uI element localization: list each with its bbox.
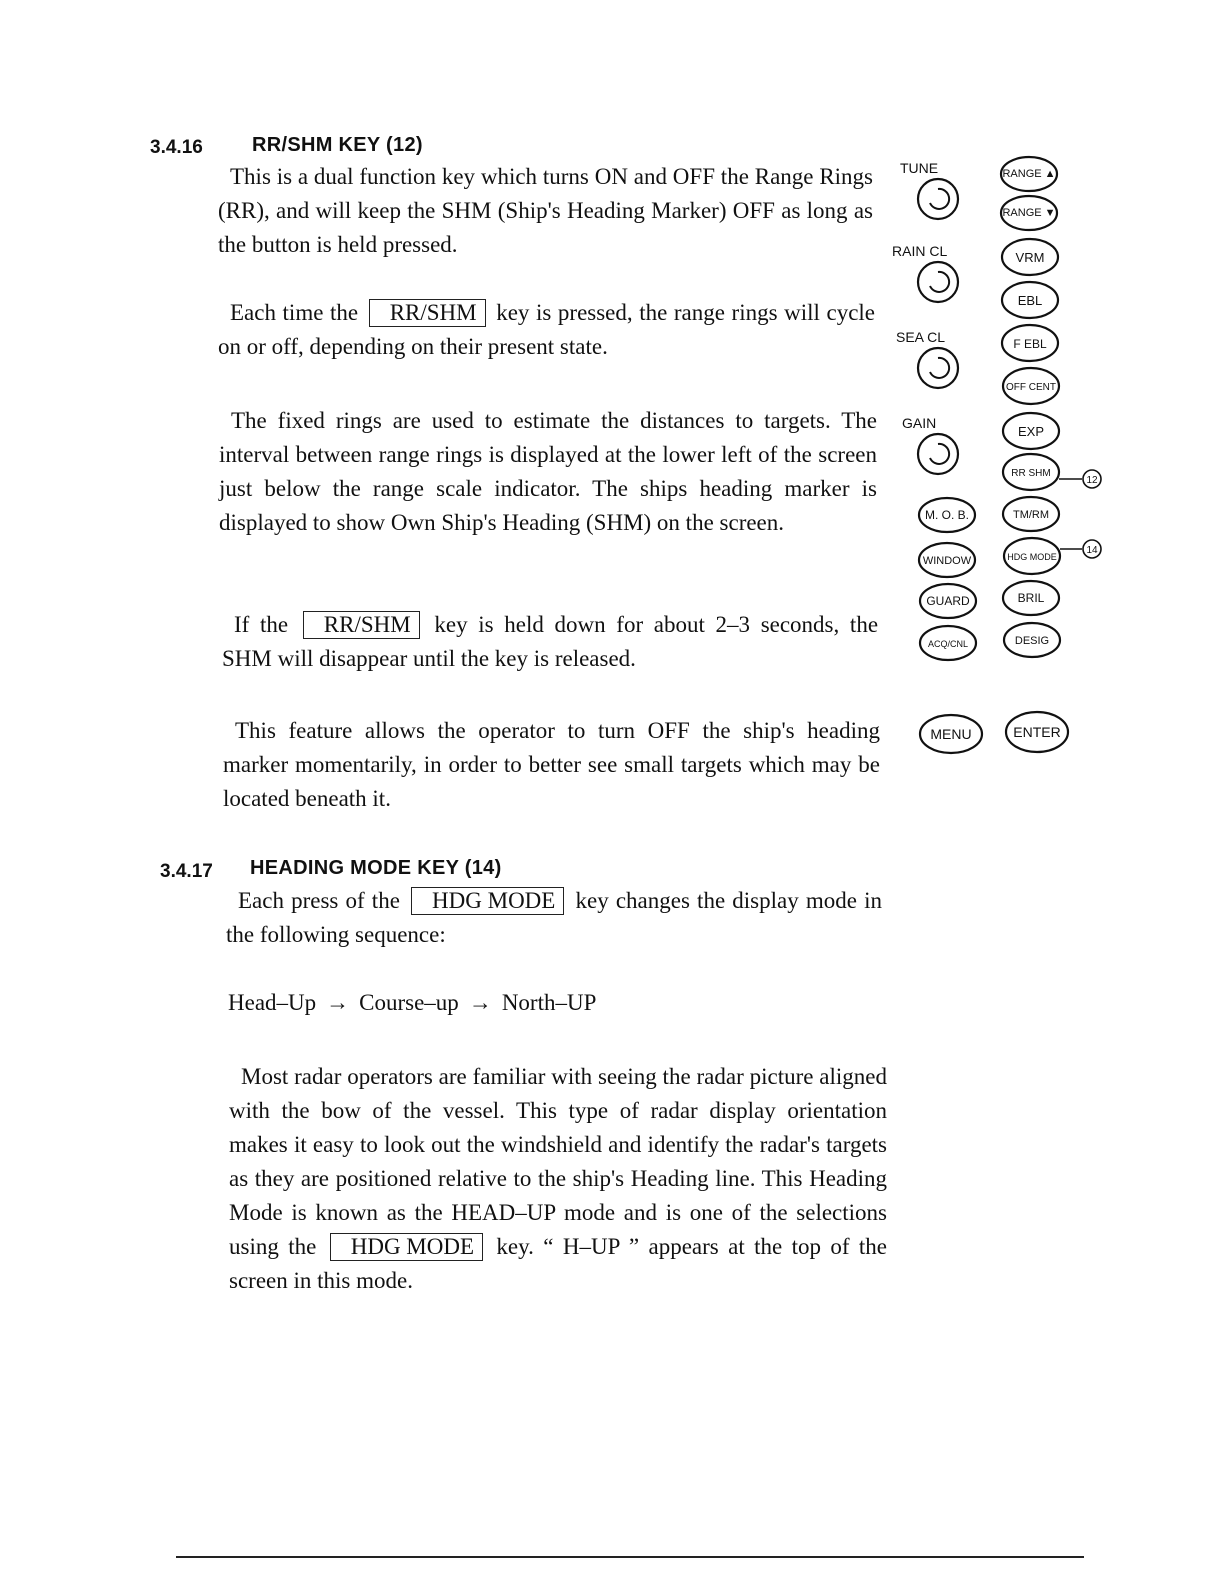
key-hdg-mode: HDG MODE <box>1007 552 1057 562</box>
mode-north-up: North–UP <box>501 990 597 1015</box>
key-off-cent: OFF CENT <box>1006 382 1056 393</box>
key-bril: BRIL <box>1017 591 1045 605</box>
text-fragment: Each press of the <box>238 888 400 913</box>
paragraph-rr-shm-hold <box>222 608 878 676</box>
radar-control-panel-diagram <box>886 150 1122 770</box>
label-rain-cl: RAIN CL <box>892 243 948 259</box>
key-acq-cnl: ACQ/CNL <box>927 639 969 649</box>
key-label-rr-shm-2: RR/SHM <box>303 611 420 639</box>
key-range-down: RANGE ▼ <box>1002 207 1056 219</box>
arrow-right-icon: → <box>326 990 350 1015</box>
section-title-heading-mode: HEADING MODE KEY (14) <box>250 857 502 879</box>
key-mob: M. O. B. <box>924 508 970 522</box>
key-label-hdg-mode: HDG MODE <box>411 887 564 915</box>
paragraph-head-up <box>229 1060 887 1298</box>
section-number-3-4-17: 3.4.17 <box>160 861 213 882</box>
knob-tune <box>918 179 958 219</box>
paragraph-fixed-rings: The fixed rings are used to estimate the distances to targets. The interval between range rings is displayed at the lower left of the screen just below the range scale indicator. The ships heading marker is displayed to show Own Ship's Heading (SHM) on the screen. <box>219 408 877 535</box>
mode-head-up: Head–Up <box>228 990 317 1015</box>
key-menu: MENU <box>930 726 972 742</box>
label-gain: GAIN <box>902 415 937 431</box>
key-guard: GUARD <box>926 594 970 608</box>
text-fragment: Each time the <box>230 300 359 325</box>
label-tune: TUNE <box>900 160 939 176</box>
text-fragment: Most radar operators are familiar with seeing the radar picture aligned with the bow of the vessel. This type of radar display orientation makes it easy to look out the windshield and identify the radar's targets as they are positioned relative to the ship's Heading line. This Heading Mode is known as the HEAD–UP mode and is one of the selections using the <box>229 1064 887 1259</box>
key-rr-shm: RR SHM <box>1011 468 1051 479</box>
section-number-3-4-16: 3.4.16 <box>150 137 203 158</box>
key-label-hdg-mode-2: HDG MODE <box>330 1233 483 1261</box>
text-fragment: key. “ H–UP ” appears at the top of the screen in this mode. <box>229 1234 887 1293</box>
paragraph-hdg-mode-press <box>226 884 882 952</box>
paragraph-rr-shm-cycle <box>218 296 875 364</box>
knob-rain-cl <box>918 262 958 302</box>
key-desig: DESIG <box>1014 635 1050 647</box>
paragraph-feature: This feature allows the operator to turn OFF the ship's heading marker momentarily, in order to better see small targets which may be located beneath it. <box>223 718 880 811</box>
text-fragment: key is pressed, the range rings will cycle on or off, depending on their present state. <box>218 300 875 359</box>
arrow-right-icon: → <box>468 990 492 1015</box>
text-fragment: key changes the display mode in the following sequence: <box>226 888 882 947</box>
callout-14: 14 <box>1086 545 1098 556</box>
key-window: WINDOW <box>922 555 972 567</box>
callout-12: 12 <box>1086 475 1098 486</box>
footer-rule <box>176 1556 1084 1558</box>
key-tm-rm: TM/RM <box>1012 509 1050 521</box>
text-fragment: If the <box>234 612 289 637</box>
knob-sea-cl <box>918 348 958 388</box>
knob-gain <box>918 434 958 474</box>
mode-course-up: Course–up <box>359 990 459 1015</box>
text-fragment: key is held down for about 2–3 seconds, the SHM will disappear until the key is released. <box>222 612 879 671</box>
mode-sequence <box>228 990 596 1016</box>
key-ebl: EBL <box>1017 293 1043 308</box>
key-exp: EXP <box>1017 424 1045 439</box>
section-title-rr-shm: RR/SHM KEY (12) <box>252 134 423 156</box>
key-label-rr-shm: RR/SHM <box>369 299 486 327</box>
key-f-ebl: F EBL <box>1013 337 1047 351</box>
key-enter: ENTER <box>1013 724 1061 740</box>
key-vrm: VRM <box>1015 250 1045 265</box>
label-sea-cl: SEA CL <box>896 329 946 345</box>
key-range-up: RANGE ▲ <box>1002 168 1056 180</box>
paragraph-rr-shm-intro: This is a dual function key which turns ON and OFF the Range Rings (RR), and will keep the SHM (Ship's Heading Marker) OFF as long as the button is held pressed. <box>218 164 873 257</box>
